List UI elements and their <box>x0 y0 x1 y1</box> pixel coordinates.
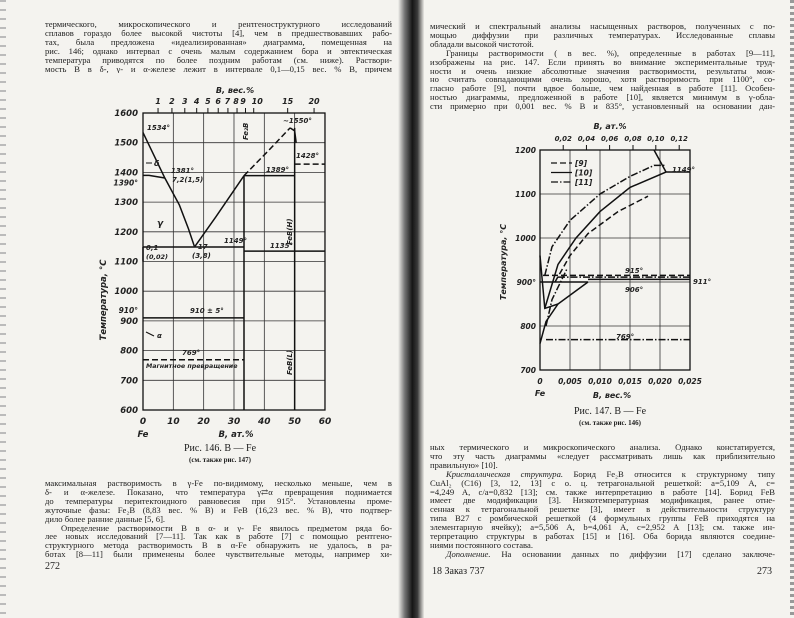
y-axis-tick-label: 1500 <box>114 138 138 149</box>
y-axis-tick-label: 600 <box>120 406 138 416</box>
y-axis-tick-label: 1200 <box>114 227 138 238</box>
text-line-content: терпретацию структуры в работах [15] и [16]. Оба борида являются соедине- <box>430 532 775 541</box>
top-axis-tick-label: 10 <box>251 97 263 106</box>
curve--10-lower <box>540 282 588 344</box>
top-axis-tick-label: 0,08 <box>624 135 642 143</box>
x-axis-tick-label: 0 <box>139 417 147 427</box>
text-line-content: тах, была предложена «идеализированная» диаграмма, помещенная на <box>45 37 392 47</box>
top-axis-tick-label: 2 <box>169 97 175 106</box>
top-axis-title: B, вес.% <box>215 86 255 95</box>
top-axis-tick-label: 0,12 <box>670 135 688 143</box>
diagram-annotation: 1149° <box>672 166 695 174</box>
diagram-annotation: 1135° <box>270 242 293 250</box>
text-line-content: Определение растворимости B в α- и γ- Fe явилось предметом ряда бо- <box>61 523 392 533</box>
text-line-content: Борид Fe₂B относится к структурному типу <box>563 469 775 479</box>
top-axis-tick-label: 15 <box>282 97 294 106</box>
text-line-content: сти примерно при 0,001 вес. % B и 835°, установленный на основании дан- <box>430 102 775 112</box>
right-page-number: 273 <box>757 566 772 577</box>
y-axis-tick-label: 1200 <box>515 146 536 155</box>
text-line-content: до температуры перитектоидного равновесия при 915°. Установлены проме- <box>45 496 392 506</box>
text-line-content: жуточные фазы: Fe₂B (8,83 вес. % B) и FeB (16,23 вес. % B), что подтвер- <box>45 505 392 515</box>
y-axis-extra-label: 1390° <box>113 178 138 188</box>
x-axis-tick-label: 0,015 <box>618 377 642 386</box>
text-line-content: термического, микроскопического и рентгеноструктурного исследований <box>45 20 392 29</box>
diagram-annotation: 915° <box>625 267 644 275</box>
text-line-content: изображены на рис. 147. Если принять во внимание экспериментальные труд- <box>430 57 775 67</box>
diagram-annotation: 1389° <box>266 166 289 174</box>
text-line-content: максимальная растворимость в γ-Fe по-видимому, несколько меньше, чем в <box>45 479 392 488</box>
x-axis-tick-label: 50 <box>288 417 301 427</box>
top-axis-tick-label: 4 <box>193 97 200 106</box>
y-axis-tick-label: 900° <box>516 278 536 287</box>
x-axis-tick-label: 0,025 <box>678 377 702 386</box>
text-line-content: что эту часть диаграммы «следует рассматривать лишь как приблизительно <box>430 451 775 461</box>
y-axis-tick-label: 1000 <box>114 287 138 298</box>
text-line-content: но считать совпадающими очень хорошо, хотя растворимость при 1100°, со- <box>430 75 775 85</box>
top-axis-tick-label: 8 <box>233 97 239 106</box>
y-axis-tick-label: 1100 <box>515 190 536 199</box>
y-axis-tick-label: 700 <box>520 366 536 375</box>
x-axis-title: B, ат.% <box>218 430 254 440</box>
text-line-content: ботах [8—11] были применены более чувствительные методы, например хи- <box>45 550 392 560</box>
top-axis-tick-label: 7 <box>224 97 231 106</box>
x-axis-fe-label: Fe <box>137 430 149 440</box>
text-line-content: ных термического и микроскопического анализа. Однако констатируется, <box>430 443 775 452</box>
text-line-content: рис. 146; однако интервал с очень малым содержанием бора и эвтектическая <box>45 46 392 56</box>
x-axis-title: B, вес.% <box>592 391 632 400</box>
y-axis-title: Температура, °C <box>499 223 508 301</box>
text-line-content: δ- и α-железе. Показано, что температура γ⇄α превращения поднимается <box>45 487 392 497</box>
text-line-content: температура приводятся по более поздним работам (см. ниже). Раствори- <box>45 55 392 65</box>
y-axis-extra-label: 910° <box>118 305 138 315</box>
legend-label: [11] <box>575 178 593 187</box>
diagram-annotation: 769° <box>616 333 635 341</box>
diagram-annotation: Fe₂B <box>242 122 250 140</box>
top-axis-tick-label: 0,04 <box>577 135 596 143</box>
y-axis-tick-label: 1400 <box>114 168 138 179</box>
y-axis-tick-label: 900 <box>120 316 138 327</box>
text-line-content: ности и очень низкие абсолютные значения растворимости, результаты мож- <box>430 66 775 76</box>
x-axis-tick-label: 0 <box>537 377 543 386</box>
diagram-annotation: 910 ± 5° <box>190 307 224 315</box>
text-line-content: На основании данных по диффузии [17] сделано заключе- <box>490 549 775 559</box>
text-line-content: Границы растворимости ( в вес. %), определенные в работах [9—11], <box>446 48 775 58</box>
top-axis-tick-label: 5 <box>205 97 211 106</box>
footer-signature: 18 Заказ 737 <box>432 566 485 577</box>
text-line-content: дило более ранние данные [5, 6]. <box>45 514 166 524</box>
text-line-content: типа B27 с ромбической решеткой (4 формульных группы FeB приходятся на <box>430 514 775 524</box>
text-line-content: элементарную ячейку); a=5,506 A, b=4,061 A, c=2,952 A [13]; см. также ин- <box>430 523 775 533</box>
top-axis-title: B, ат.% <box>593 122 627 131</box>
text-line-content: сплавов гораздо более высокой чистоты [4], чем в предшествовавших рабо- <box>45 28 392 38</box>
text-line-content: CuAl₂ (C16) [3, 12, 13] с о. ц. тетрагональной решеткой: a=5,109 A, c= <box>430 478 775 488</box>
diagram-annotation: Магнитное превращение <box>146 363 238 370</box>
top-axis-tick-label: 9 <box>240 97 246 106</box>
x-axis-tick-label: 40 <box>258 417 271 427</box>
y-axis-tick-label: 700 <box>120 376 138 387</box>
diagram-annotation: 0,1 <box>146 244 159 252</box>
y-axis-tick-label: 800 <box>120 346 138 357</box>
y-axis-tick-label: 800 <box>520 322 536 331</box>
diagram-annotation: γ <box>157 219 164 229</box>
x-axis-fe-label: Fe <box>534 389 546 398</box>
diagram-annotation: (3,8) <box>192 252 211 260</box>
text-line-content: структурного метода растворимость B в α-Fe обнаружить не удалось, в ра- <box>45 541 392 551</box>
diagram-annotation: FeB(L) <box>286 349 294 375</box>
text-line-content: имеет две модификации [3]. Низкотемпературная модификация, ранее отне- <box>430 496 775 506</box>
text-line-content: ниями постоянного состава. <box>430 540 533 550</box>
x-axis-tick-label: 20 <box>197 417 210 427</box>
diagram-annotation: ~17 <box>192 243 208 251</box>
text-line-content: обладали высокой чистотой. <box>430 39 534 49</box>
y-axis-title: Температура, °C <box>99 259 109 341</box>
top-axis-tick-label: 20 <box>308 97 320 106</box>
diagram-annotation: (0,02) <box>146 253 168 261</box>
figure-146-subcaption: (см. также рис. 147) <box>189 456 251 464</box>
top-axis-tick-label: 6 <box>215 97 222 106</box>
diagram-annotation: δ <box>154 159 160 168</box>
diagram-annotation: α <box>157 332 162 340</box>
figure-147-caption: Рис. 147. B — Fe <box>573 406 647 417</box>
top-axis-tick-label: 0,10 <box>647 135 665 143</box>
italic-heading: Дополнение. <box>446 549 491 559</box>
diagram-annotation: 7,2(1,5) <box>172 176 204 184</box>
top-axis-tick-label: 1 <box>155 97 161 106</box>
top-axis-tick-label: 3 <box>182 97 188 106</box>
text-line-content: =4,249 A, c/a=0,832 [13]; см. также интерпретацию в работе [14]. Борид FeB <box>430 487 775 497</box>
diagram-annotation: 911° <box>693 278 712 286</box>
text-line-content: лее новых исследований [7—11]. Так как в работе [7] с помощью рентгено- <box>45 532 392 542</box>
text-line-content: гласно работе [9], почти вдвое больше, чем найденная в работе [11]. Особен- <box>430 84 775 94</box>
diagram-annotation: 1428° <box>296 152 319 160</box>
x-axis-tick-label: 0,010 <box>588 377 612 386</box>
diagram-annotation: 1534° <box>147 124 170 132</box>
x-axis-tick-label: 30 <box>227 417 241 427</box>
text-line-content: мость B в δ-, γ- и α-железе лежит в интервале 0,1—0,15 вес. % B, причем <box>45 64 392 74</box>
italic-heading: Кристаллическая структура. <box>446 469 564 479</box>
y-axis-tick-label: 1100 <box>114 257 138 268</box>
top-axis-tick-label: 0,06 <box>600 135 619 143</box>
text-line-content: ностью диаграммы, предложенной в работе [10], является минимум в γ-обла- <box>430 93 775 103</box>
text-line-content: мощью диффузии при различных температурах. Исследованные сплавы <box>430 30 775 40</box>
x-axis-tick-label: 0,020 <box>648 377 672 386</box>
figure-147-subcaption: (см. также рис. 146) <box>579 419 641 427</box>
diagram-annotation: FeB(H) <box>286 218 294 245</box>
diagram-annotation: 1381° <box>171 167 194 175</box>
y-axis-tick-label: 1600 <box>114 109 138 119</box>
y-axis-tick-label: 1000 <box>515 234 536 243</box>
x-axis-tick-label: 60 <box>318 417 332 427</box>
figure-146-caption: Рис. 146. B — Fe <box>183 443 257 454</box>
diagram-annotation: ~1550° <box>283 117 312 125</box>
curve--11- <box>545 165 666 275</box>
top-axis-tick-label: 0,02 <box>554 135 572 143</box>
y-axis-tick-label: 1300 <box>114 198 138 209</box>
text-line-content: сенная к тетрагональной решетке [3], имеет в действительности структуру <box>430 505 775 515</box>
diagram-annotation: 769° <box>182 349 201 357</box>
text-line-content: правильную» [10]. <box>430 460 498 470</box>
left-page-number: 272 <box>45 561 60 572</box>
text-line-content: мический и спектральный анализы насыщенных растворов, полученных с по- <box>430 22 775 31</box>
legend-label: [9] <box>575 159 588 168</box>
diagram-annotation: 906° <box>625 286 644 294</box>
x-axis-tick-label: 0,005 <box>558 377 582 386</box>
plot-frame <box>540 150 690 370</box>
x-axis-tick-label: 10 <box>167 417 180 427</box>
legend-label: [10] <box>575 168 593 178</box>
diagram-annotation: 1149° <box>224 237 247 245</box>
curve--10- <box>545 172 690 308</box>
